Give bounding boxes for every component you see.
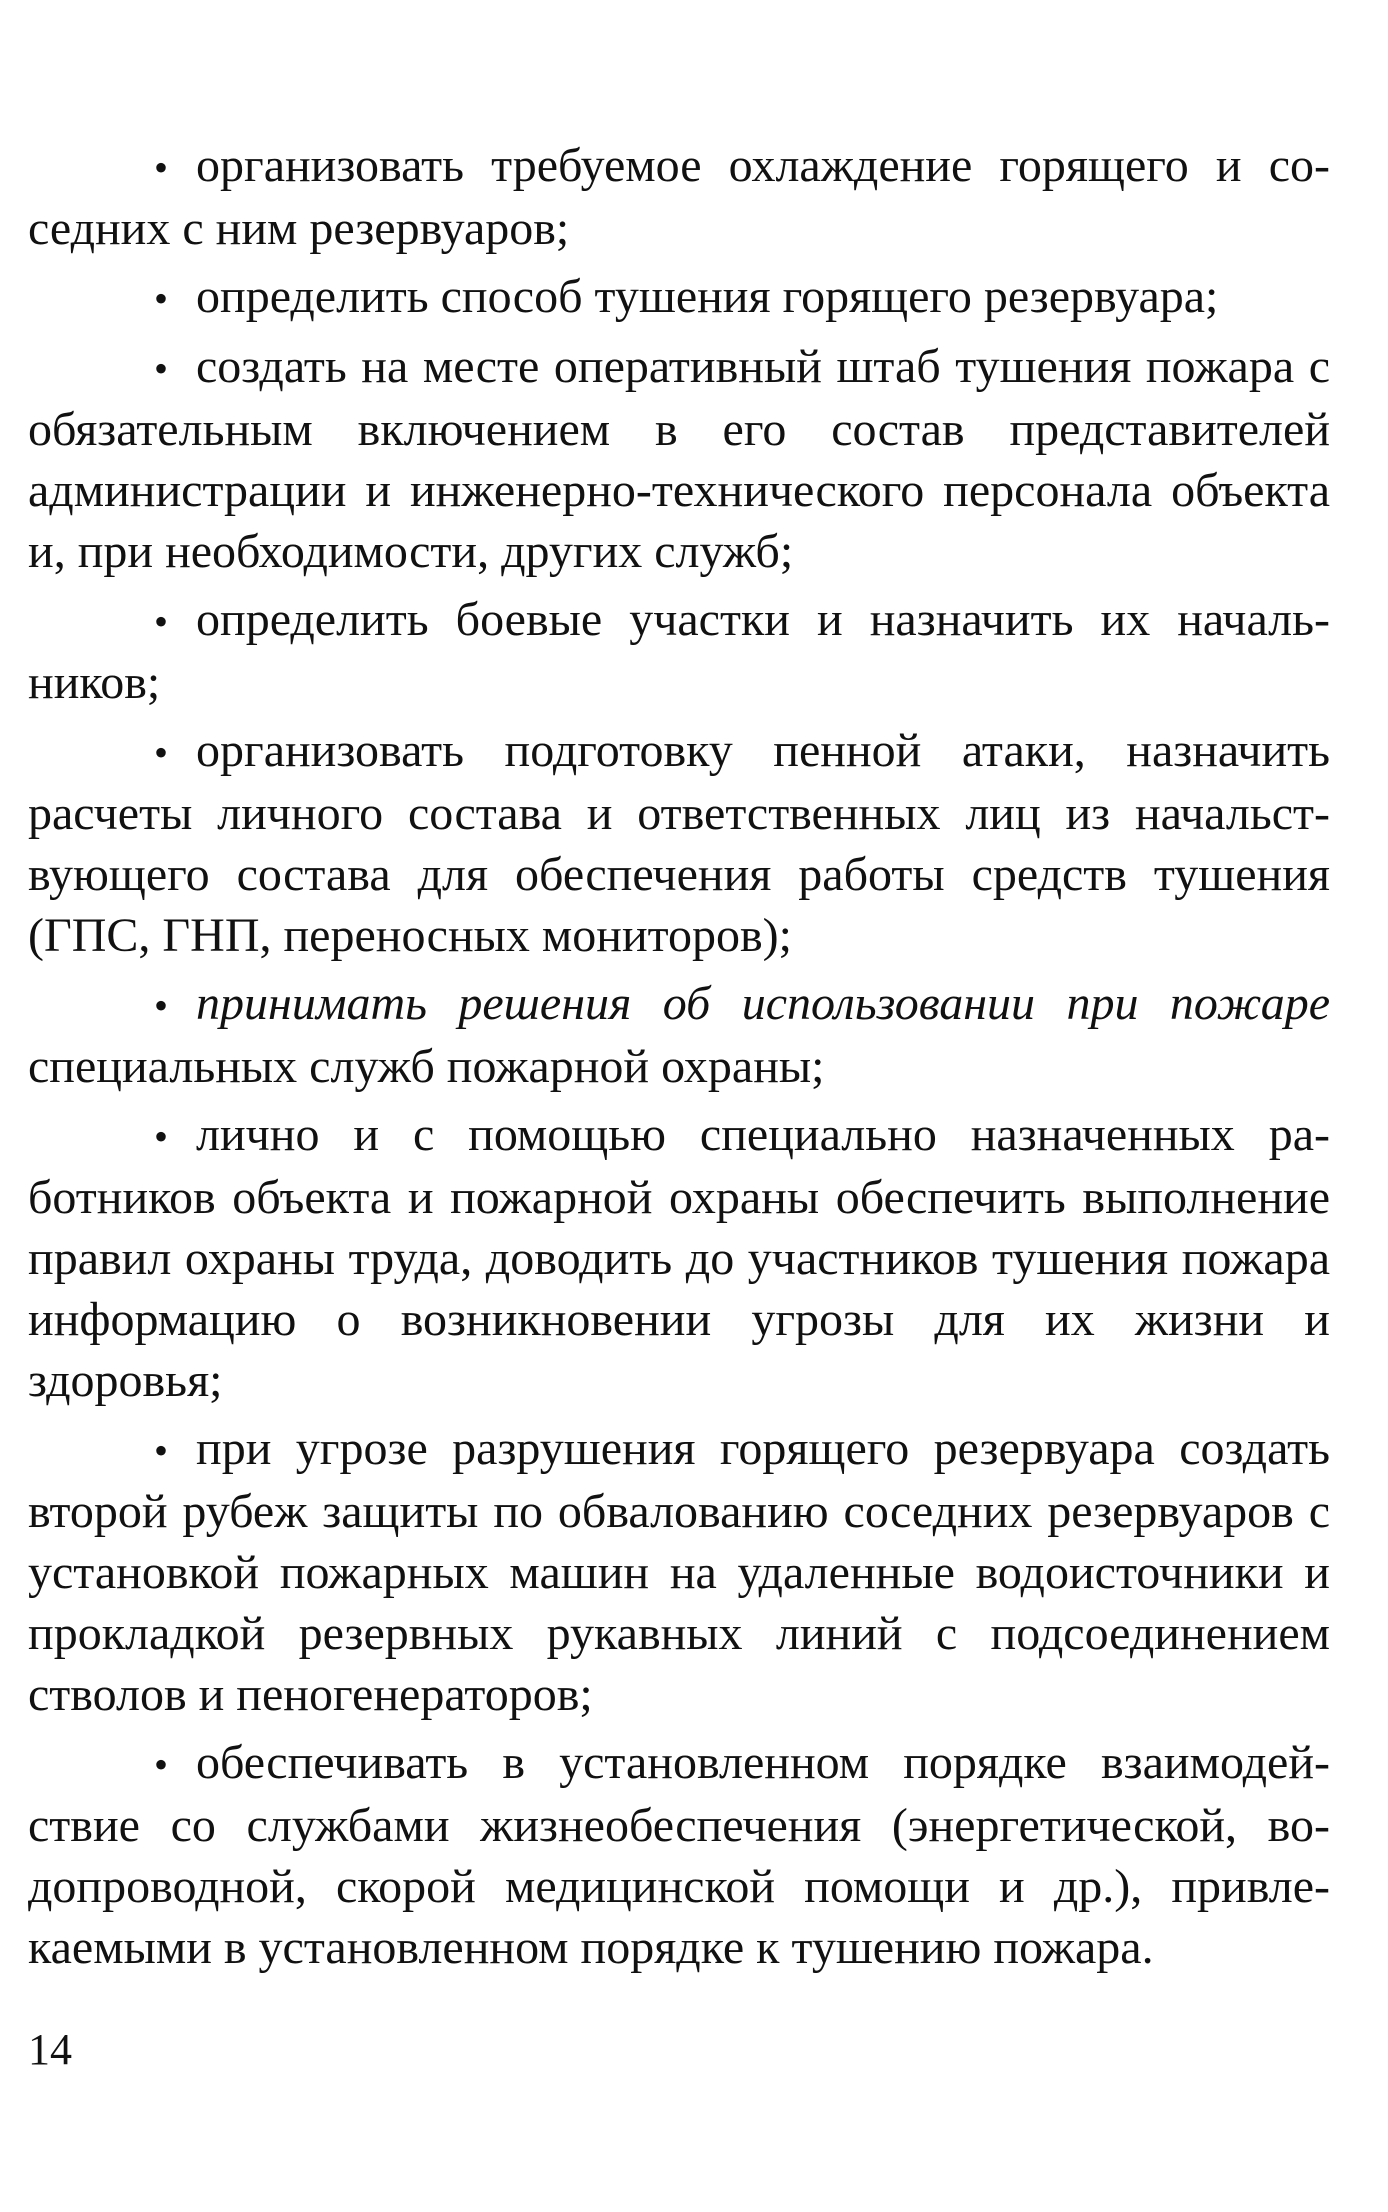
list-item xyxy=(28,1104,1330,1411)
bullet-list xyxy=(28,135,1330,1985)
list-item-text: определить способ тушения горящего резервуара; xyxy=(196,270,1219,323)
list-item xyxy=(28,1418,1330,1725)
bullet-icon: • xyxy=(154,730,169,775)
list-item-text: организовать требуемое охлаждение горящего и соседних с ним резервуаров; xyxy=(28,139,1330,255)
page-number: 14 xyxy=(28,2025,72,2074)
list-item-emphasis: принимать решения об использовании при пожаре xyxy=(196,977,1330,1030)
bullet-icon: • xyxy=(154,145,169,190)
list-item-text: специальных служб пожарной охраны; xyxy=(28,1040,825,1093)
bullet-icon: • xyxy=(154,1742,169,1787)
bullet-icon: • xyxy=(154,346,169,391)
list-item-text: создать на месте оперативный штаб тушения пожара с обязательным включением в его состав представителей администрации и инженерно-технического персонала объекта и, при необходимости, других служб; xyxy=(28,340,1330,578)
list-item xyxy=(28,336,1330,582)
bullet-icon: • xyxy=(154,599,169,644)
bullet-icon: • xyxy=(154,1428,169,1473)
list-item-text: при угрозе разрушения горящего резервуара создать второй рубеж защиты по обвалованию соседних резервуаров с установкой пожарных машин на удаленные водоисточники и прокладкой резервных рукавных линий с подсоединением стволов и пеногенераторов; xyxy=(28,1422,1330,1721)
list-item xyxy=(28,720,1330,966)
list-item xyxy=(28,589,1330,713)
list-item-text: обеспечивать в установленном порядке взаимодействие со службами жизнеобеспечения (энергетической, водопроводной, скорой медицинской помощи и др.), привлекаемыми в установленном порядке к тушению пожара. xyxy=(28,1736,1330,1974)
bullet-icon: • xyxy=(154,983,169,1028)
list-item xyxy=(28,135,1330,259)
list-item xyxy=(28,973,1330,1097)
list-item-text: лично и с помощью специально назначенных работников объекта и пожарной охраны обеспечить выполнение правил охраны труда, доводить до участников тушения пожара информацию о возникновении угрозы для их жизни и здоровья; xyxy=(28,1108,1330,1407)
list-item-text: организовать подготовку пенной атаки, назначить расчеты личного состава и ответственных лиц из начальствующего состава для обеспечения работы средств тушения (ГПС, ГНП, переносных мониторов); xyxy=(28,724,1330,962)
list-item xyxy=(28,266,1330,329)
bullet-icon: • xyxy=(154,1114,169,1159)
list-item-text: определить боевые участки и назначить их начальников; xyxy=(28,593,1330,709)
bullet-icon: • xyxy=(154,276,169,321)
list-item xyxy=(28,1732,1330,1978)
